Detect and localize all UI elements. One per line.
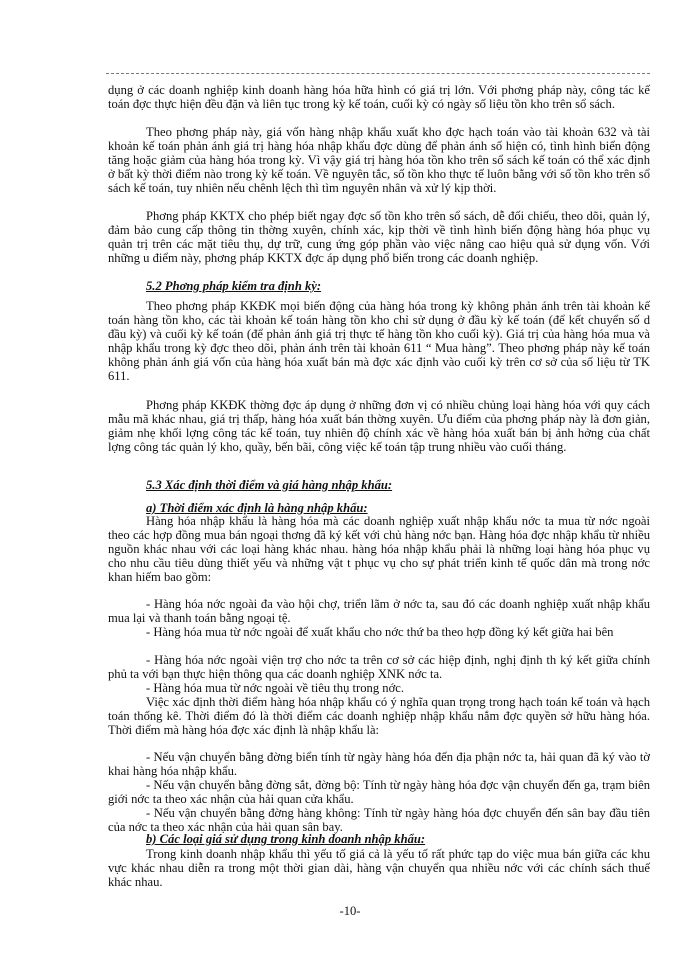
list-item-domestic-consumption: - Hàng hóa mua từ nớc ngoài về tiêu thụ trong nớc. — [146, 681, 404, 695]
paragraph-kktx-advantages: Phơng pháp KKTX cho phép biết ngay đợc số tồn kho trên sổ sách, dễ đối chiếu, theo dõi, quản lý, đảm bảo cung cấp thông tin thờng xuyên, chính xác, kịp thời về tình hình biến động hàng hóa phục vụ quản trị trên các mặt tiêu thụ, dự trữ, cung ứng góp phần vào việc nâng cao hiệu quả sử dụng vốn. Với những u điểm này, phơng pháp KKTX đợc áp dụng phổ biến trong các doanh nghiệp. — [108, 209, 650, 265]
header-rule — [106, 73, 650, 74]
paragraph-import-goods: Hàng hóa nhập khẩu là hàng hóa mà các doanh nghiệp xuất nhập khẩu nớc ta mua từ nớc ngoài theo các hợp đồng mua bán ngoại thơng đã ký kết với chủ hàng nớc bạn. Hàng hóa đợc nhập khẩu từ nhiều nguồn khác nhau với các loại hàng khác nhau. hàng hóa nhập khẩu phải là những loại hàng hóa phục vụ cho nhu cầu tiêu dùng thiết yếu và những vật t phục vụ cho sự phát triển kinh tế quốc dân mà trong nớc khan hiếm bao gồm: — [108, 514, 650, 584]
paragraph-kkdk-method: Theo phơng pháp KKĐK mọi biến động của hàng hóa trong kỳ không phản ánh trên tài khoản kế toán hàng tồn kho, các tài khoản kế toán hàng tồn kho chỉ sử dụng ở đầu kỳ kế toán (để kết chuyển số d đầu kỳ) và cuối kỳ kế toán (để phản ánh giá trị thực tế hàng tồn kho cuối kỳ). Giá trị của hàng hóa mua và nhập khẩu trong kỳ đợc theo dõi, phản ánh trên tài khoản 611 “ Mua hàng”. Theo phơng pháp này kế toán không phản ánh giá vốn của hàng hóa xuất bán mà đợc xác định vào cuối kỳ trên cơ sở của số liệu từ TK 611. — [108, 299, 650, 383]
paragraph-import-timing: Việc xác định thời điểm hàng hóa nhập khẩu có ý nghĩa quan trọng trong hạch toán kế toán và hạch toán thống kê. Thời điểm đó là thời điểm các doanh nghiệp nhập khẩu nắm đợc quyền sở hữu hàng hóa. Thời điểm mà hàng hóa đợc xác định là nhập khẩu là: — [108, 695, 650, 737]
heading-5-2: 5.2 Phơng pháp kiểm tra định kỳ: — [146, 279, 322, 293]
list-item-rail-road-transport: - Nếu vận chuyển bằng đờng sắt, đờng bộ: Tính từ ngày hàng hóa đợc vận chuyển đến ga, trạm biên giới nớc ta theo xác nhận của hải quan cửa khẩu. — [108, 778, 650, 806]
list-item-fair-goods: - Hàng hóa nớc ngoài đa vào hội chợ, triển lãm ở nớc ta, sau đó các doanh nghiệp xuất nhập khẩu mua lại và thanh toán bằng ngoại tệ. — [108, 597, 650, 625]
heading-b: b) Các loại giá sử dụng trong kinh doanh nhập khẩu: — [146, 832, 426, 846]
list-item-third-country: - Hàng hóa mua từ nớc ngoài để xuất khẩu cho nớc thứ ba theo hợp đồng ký kết giữa hai bên — [146, 625, 614, 639]
heading-a: a) Thời điểm xác định là hàng nhập khẩu: — [146, 501, 368, 515]
page-number: -10- — [339, 904, 361, 918]
list-item-sea-transport: - Nếu vận chuyển bằng đờng biển tính từ ngày hàng hóa đến địa phận nớc ta, hải quan đã ký vào tờ khai hàng hóa nhập khẩu. — [108, 750, 650, 778]
heading-5-3: 5.3 Xác định thời điểm và giá hàng nhập khẩu: — [146, 478, 393, 492]
paragraph-kkdk-application: Phơng pháp KKĐK thờng đợc áp dụng ở những đơn vị có nhiều chủng loại hàng hóa với quy cách mẫu mã khác nhau, giá trị thấp, hàng hóa xuất bán thờng xuyên. Ưu điểm của phơng pháp này là đơn giản, giảm nhẹ khối lợng công tác kế toán, tuy nhiên độ chính xác về hàng hóa xuất bán bị ảnh hởng của chất lợng công tác quản lý kho, quầy, bến bãi, công việc kế toán tập trung nhiều vào cuối tháng. — [108, 398, 650, 454]
list-item-aid-goods: - Hàng hóa nớc ngoài viện trợ cho nớc ta trên cơ sở các hiệp định, nghị định th ký kết giữa chính phủ ta với bạn thực hiện thông qua các doanh nghiệp XNK nớc ta. — [108, 653, 650, 681]
paragraph-pricing: Trong kinh doanh nhập khẩu thì yếu tố giá cả là yếu tố rất phức tạp do việc mua bán giữa các khu vực khác nhau diễn ra trong một thời gian dài, hàng vận chuyển qua nhiều nớc với các chính sách thuế khác nhau. — [108, 847, 650, 889]
paragraph-intro: dụng ở các doanh nghiệp kinh doanh hàng hóa hữa hình có giá trị lớn. Với phơng pháp này, công tác kế toán đợc thực hiện đều đặn và liên tục trong kỳ kế toán, cuối kỳ có ngày số liệu tồn kho trên sổ sách. — [108, 83, 650, 111]
paragraph-kktx-method: Theo phơng pháp này, giá vốn hàng nhập khẩu xuất kho đợc hạch toán vào tài khoản 632 và tài khoản kế toán phản ánh giá trị hàng hóa nhập khẩu đợc dùng để phản ánh số hiện có, tình hình biến động tăng hoặc giảm của hàng hóa trong kỳ. Vì vậy giá trị hàng hóa tồn kho trên sổ sách kế toán có thể xác định ở bất kỳ thời điểm nào trong kỳ kế toán. Về nguyên tắc, số tồn kho thực tế luôn bằng với số tồn kho trên sổ sách kế toán, tuy nhiên nếu chênh lệch thì tìm nguyên nhân và xử lý kịp thời. — [108, 125, 650, 195]
list-item-air-transport: - Nếu vận chuyển bằng đờng hàng không: Tính từ ngày hàng hóa đợc chuyển đến sân bay đầu tiên của nớc ta theo xác nhận của hải quan sân bay. — [108, 806, 650, 834]
